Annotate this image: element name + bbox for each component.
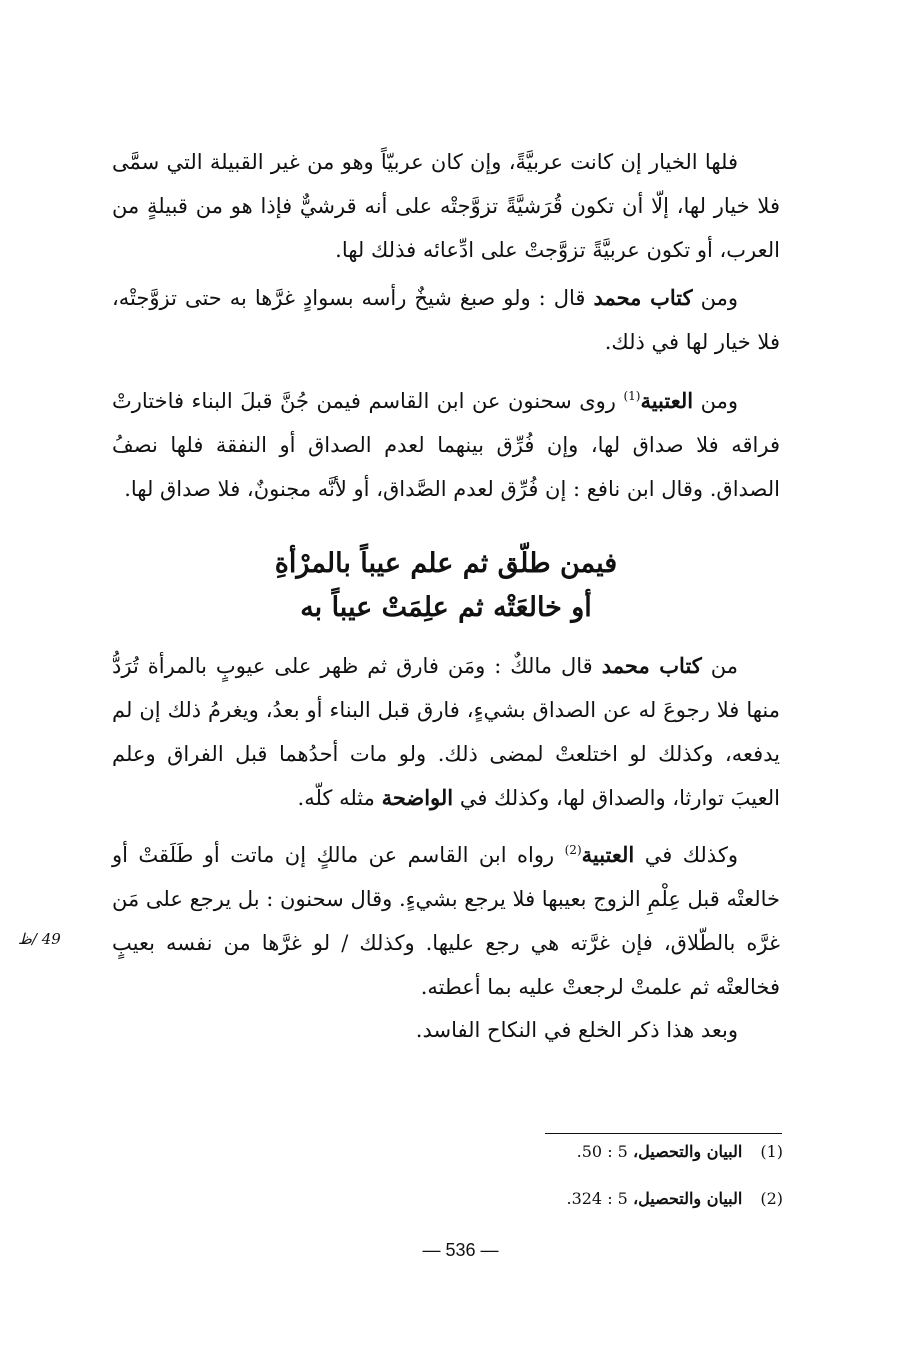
footnote-2-mark: (2) [760, 1189, 783, 1208]
paragraph-1-text: فلها الخيار إن كانت عربيَّةً، وإن كان عربيّاً وهو من غير القبيلة التي سمَّى فلا خيار لها، إلّا أن تكون قُرَشيَّةً تزوَّجتْه على أنه قرشيٌّ فإذا هو من قبيلةٍ من العرب، أو تكون عربيَّةً تزوَّجتْ على ادِّعائه فذلك لها. [112, 150, 780, 262]
footnote-separator [545, 1133, 782, 1134]
source-title-utbiyya-2: العتبية [581, 842, 635, 867]
source-title-kitab-muhammad: كتاب محمد [593, 285, 693, 310]
footnote-ref-2: (2) [564, 843, 582, 857]
section-heading [112, 542, 780, 630]
source-title-wadiha: الواضحة [381, 785, 454, 810]
paragraph-6-text: وبعد هذا ذكر الخلع في النكاح الفاسد. [415, 1018, 738, 1042]
paragraph-2-prefix: ومن [700, 286, 738, 310]
source-title-utbiyya: العتبية [640, 388, 694, 413]
footnote-1-ref: 5 : 50. [576, 1142, 628, 1161]
page-number: — 536 — [422, 1240, 499, 1260]
paragraph-3-text: روى سحنون عن ابن القاسم فيمن جُنَّ قبلَ البناء فاختارتْ فراقه فلا صداق لها، وإن فُرِّق بينهما لعدم الصداق أو النفقة فلها نصفُ الصداق. وقال ابن نافع : إن فُرِّق لعدم الصَّداق، أو لأنَّه مجنونٌ، فلا صداق لها. [112, 389, 780, 501]
paragraph-2 [112, 276, 780, 364]
paragraph-5 [112, 828, 780, 1009]
paragraph-2-text: قال : ولو صبغ شيخٌ رأسه بسوادٍ غرَّها به حتى تزوَّجتْه، فلا خيار لها في ذلك. [112, 286, 780, 354]
paragraph-4 [112, 644, 780, 820]
paragraph-4-text: قال مالكٌ : ومَن فارق ثم ظهر على عيوبٍ بالمرأة تُرَدُّ منها فلا رجوعَ له عن الصداق بشيءٍ، فارق قبل البناء أو بعدُ، ويغرمُ ذلك إن لم يدفعه، وكذلك لو اختلعتْ لمضى ذلك. ولو مات أحدُهما قبل الفراق وعلم العيبَ توارثا، والصداق لها، وكذلك في [112, 654, 780, 810]
footnote-1 [577, 1141, 783, 1163]
heading-line-2: أو خالعَتْه ثم علِمَتْ عيباً به [300, 592, 592, 623]
footnote-1-source: البيان والتحصيل، [632, 1142, 743, 1161]
paragraph-4-text-end: مثله كلّه. [297, 786, 375, 810]
paragraph-5-prefix: وكذلك في [644, 843, 738, 867]
footnote-1-mark: (1) [760, 1142, 783, 1161]
footnote-ref-1: (1) [623, 389, 641, 403]
paragraph-4-prefix: من [710, 654, 739, 678]
footnote-2 [566, 1188, 783, 1210]
paragraph-6 [112, 1008, 780, 1052]
folio-marginal-note: 49 /ظ [18, 930, 61, 948]
paragraph-3 [112, 374, 780, 511]
heading-line-1: فيمن طلّق ثم علم عيباً بالمرْأةِ [274, 548, 618, 579]
paragraph-3-prefix: ومن [700, 389, 738, 413]
paragraph-1 [112, 140, 780, 272]
footnote-2-ref: 5 : 324. [566, 1189, 628, 1208]
paragraph-5-text: رواه ابن القاسم عن مالكٍ إن ماتت أو طَلَقتْ أو خالعتْه قبل عِلْمِ الزوج بعيبها فلا يرجع بشيءٍ. وقال سحنون : بل يرجع على مَن غرَّه بالطّلاق، فإن غرَّته هي رجع عليها. وكذلك / لو غرَّها من نفسه بعيبٍ فخالعتْه ثم علمتْ لرجعتْ عليه بما أعطته. [112, 843, 780, 999]
source-title-kitab-muhammad-2: كتاب محمد [601, 653, 702, 678]
footnote-2-source: البيان والتحصيل، [632, 1189, 743, 1208]
